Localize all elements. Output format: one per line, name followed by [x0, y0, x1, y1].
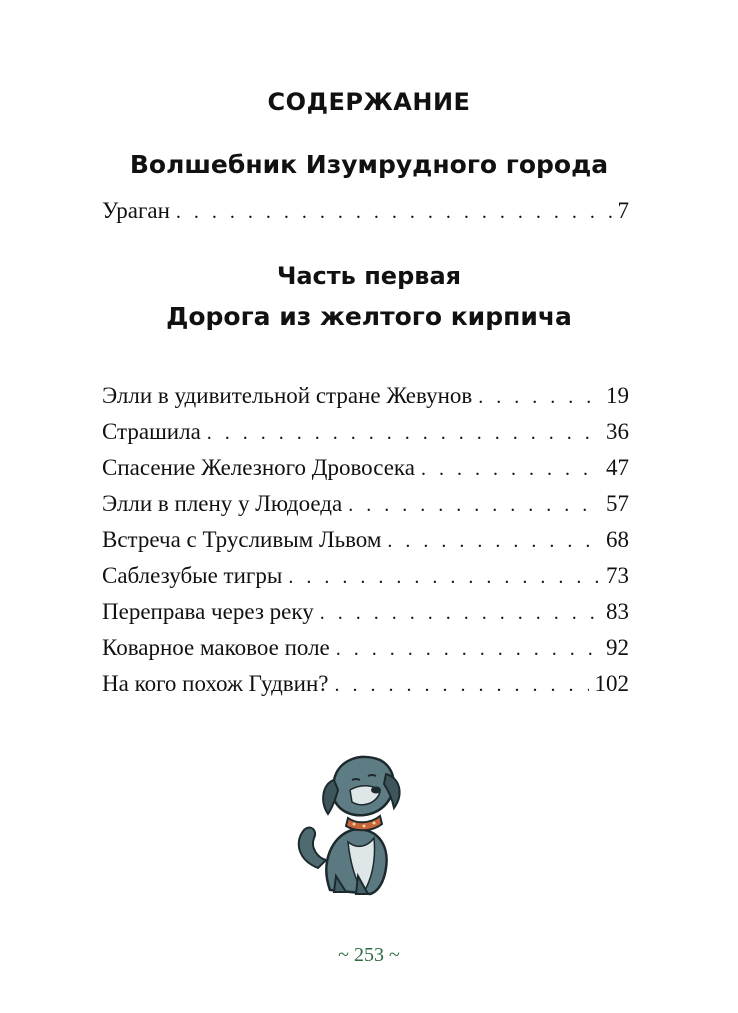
toc-entry[interactable]: [102, 383, 629, 413]
toc-entry-page: 102: [594, 671, 629, 696]
dot-leader: [478, 386, 600, 409]
toc-entry[interactable]: [102, 527, 629, 557]
dot-leader: [176, 201, 612, 224]
dog-totoshka-icon: [290, 750, 420, 900]
dot-leader: [320, 602, 600, 625]
toc-entry[interactable]: [102, 455, 629, 485]
toc-entry-page: 68: [606, 527, 629, 552]
toc-entry-prologue[interactable]: [102, 198, 629, 228]
toc-entry[interactable]: [102, 635, 629, 665]
toc-entry-page: 19: [606, 383, 629, 408]
toc-entry-page: 36: [606, 419, 629, 444]
dot-leader: [348, 494, 600, 517]
dot-leader: [336, 638, 600, 661]
toc-entry[interactable]: [102, 671, 629, 701]
toc-entry-page: 7: [617, 198, 629, 223]
toc-entry[interactable]: [102, 599, 629, 629]
dot-leader: [421, 458, 600, 481]
toc-entry-title: Переправа через реку: [102, 599, 314, 624]
toc-entry-title: Спасение Железного Дровосека: [102, 455, 415, 480]
toc-entry-page: 57: [606, 491, 629, 516]
toc-entry-page: 73: [606, 563, 629, 588]
toc-entry-title: Саблезубые тигры: [102, 563, 283, 588]
part-title: Дорога из желтого кирпича: [166, 302, 572, 331]
toc-entry-page: 83: [606, 599, 629, 624]
toc-entry-page: 92: [606, 635, 629, 660]
book-title: Волшебник Изумрудного города: [129, 150, 609, 179]
toc-entry-page: 47: [606, 455, 629, 480]
toc-entry-title: Коварное маковое поле: [102, 635, 330, 660]
dot-leader: [334, 674, 588, 697]
page-number: ~ 253 ~: [338, 944, 400, 966]
dot-leader: [387, 530, 600, 553]
toc-entry-title: Встреча с Трусливым Львом: [102, 527, 382, 552]
toc-entry-title: Элли в плену у Людоеда: [102, 491, 343, 516]
toc-entry-title: Ураган: [102, 198, 170, 223]
part-label: Часть первая: [276, 262, 462, 290]
contents-heading: СОДЕРЖАНИЕ: [267, 88, 471, 116]
toc-entry-title: Страшила: [102, 419, 201, 444]
toc-entry-title: На кого похож Гудвин?: [102, 671, 329, 696]
toc-entry[interactable]: [102, 419, 629, 449]
toc-entry[interactable]: [102, 563, 629, 593]
toc-entry-title: Элли в удивительной стране Жевунов: [102, 383, 473, 408]
toc-entry[interactable]: [102, 491, 629, 521]
dot-leader: [288, 566, 600, 589]
dot-leader: [207, 422, 600, 445]
